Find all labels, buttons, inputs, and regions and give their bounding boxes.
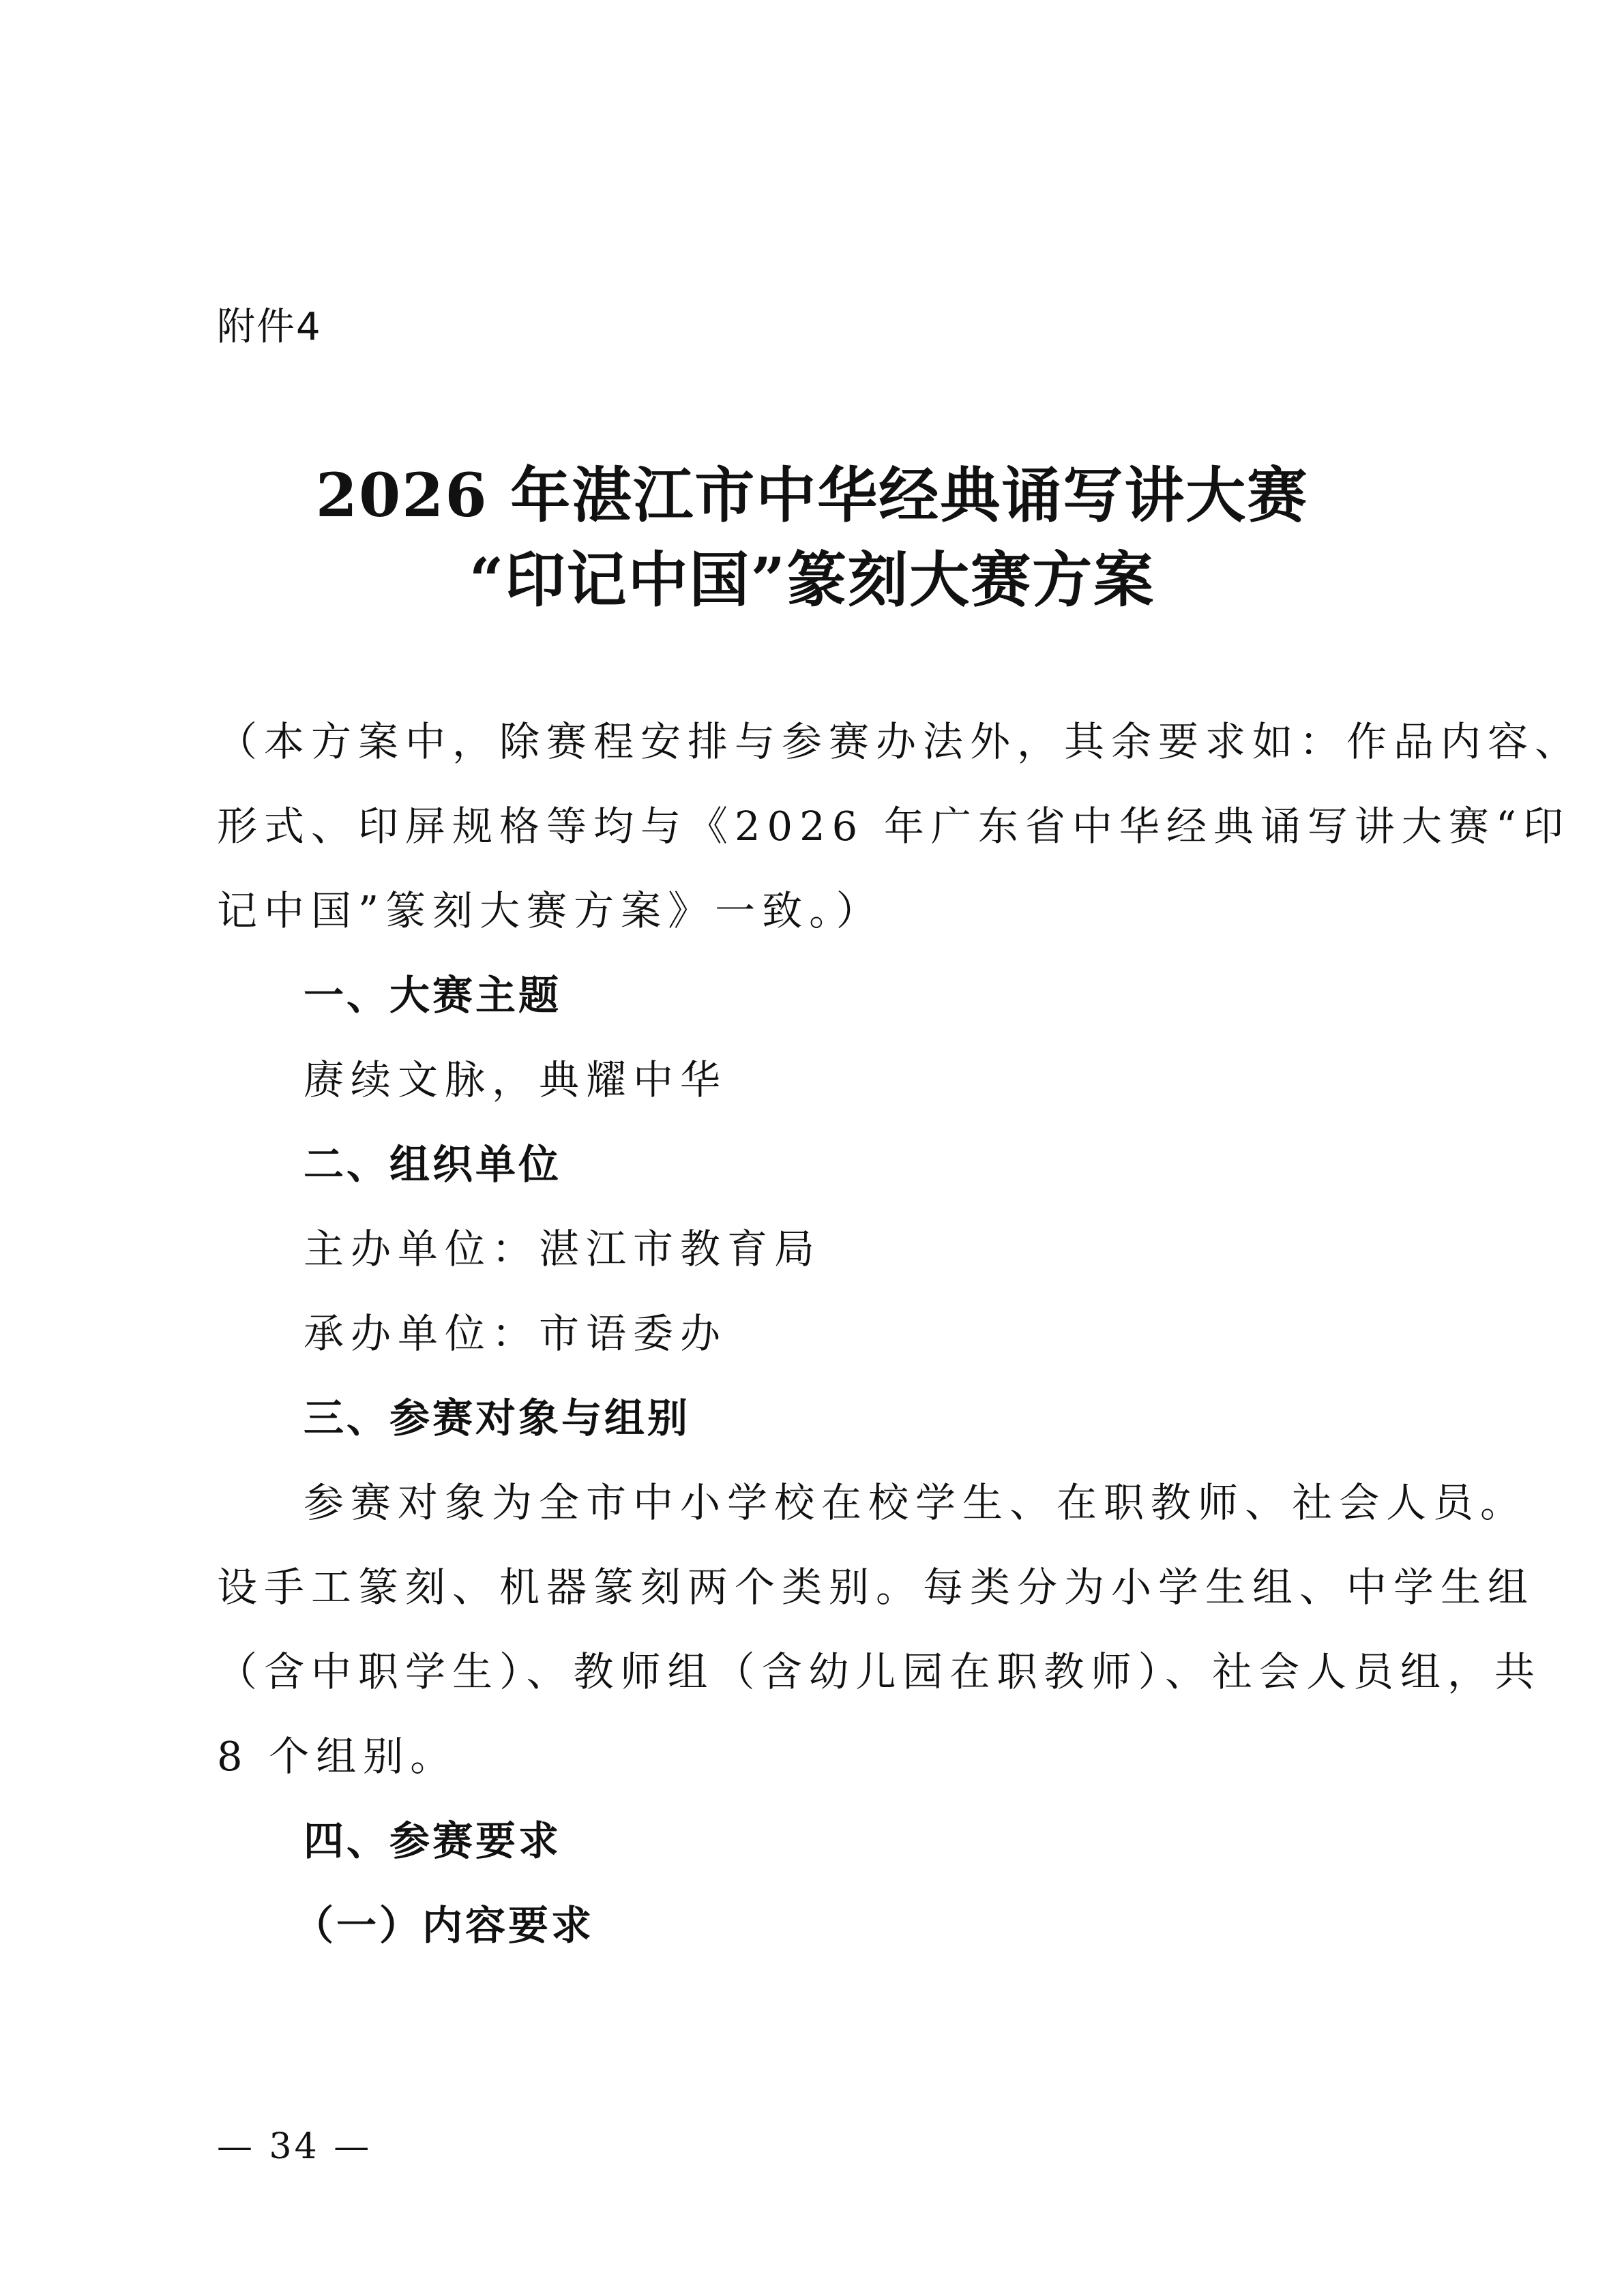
document-title-line-2: “印记中国”篆刻大赛方案 (469, 544, 1155, 615)
host-unit-text: 主办单位：湛江市教育局 (304, 1225, 822, 1272)
section-heading-theme: 一、大赛主题 (304, 972, 562, 1019)
participants-line-2: 设手工篆刻、机器篆刻两个类别。每类分为小学生组、中学生组 (217, 1564, 1535, 1611)
intro-line-1: （本方案中，除赛程安排与参赛办法外，其余要求如：作品内容、 (217, 718, 1582, 765)
participants-line-3: （含中职学生）、教师组（含幼儿园在职教师）、社会人员组，共 (217, 1648, 1542, 1695)
organizer-unit-text: 承办单位：市语委办 (304, 1310, 728, 1357)
participants-line-1: 参赛对象为全市中小学校在校学生、在职教师、社会人员。 (304, 1479, 1528, 1526)
section-heading-requirements: 四、参赛要求 (304, 1817, 562, 1864)
participants-line-4: 8 个组别。 (217, 1733, 458, 1780)
theme-text: 赓续文脉，典耀中华 (304, 1056, 728, 1103)
page-number: — 34 — (217, 2126, 372, 2167)
attachment-label: 附件4 (217, 305, 322, 349)
subsection-heading-content: （一）内容要求 (293, 1902, 595, 1949)
intro-line-2: 形式、印屏规格等均与《2026 年广东省中华经典诵写讲大赛“印 (217, 803, 1571, 850)
intro-line-3: 记中国”篆刻大赛方案》一致。） (217, 887, 883, 934)
document-title-line-1: 2026 年湛江市中华经典诵写讲大赛 (315, 460, 1309, 531)
section-heading-participants: 三、参赛对象与组别 (304, 1395, 691, 1442)
section-heading-organizers: 二、组织单位 (304, 1141, 562, 1188)
